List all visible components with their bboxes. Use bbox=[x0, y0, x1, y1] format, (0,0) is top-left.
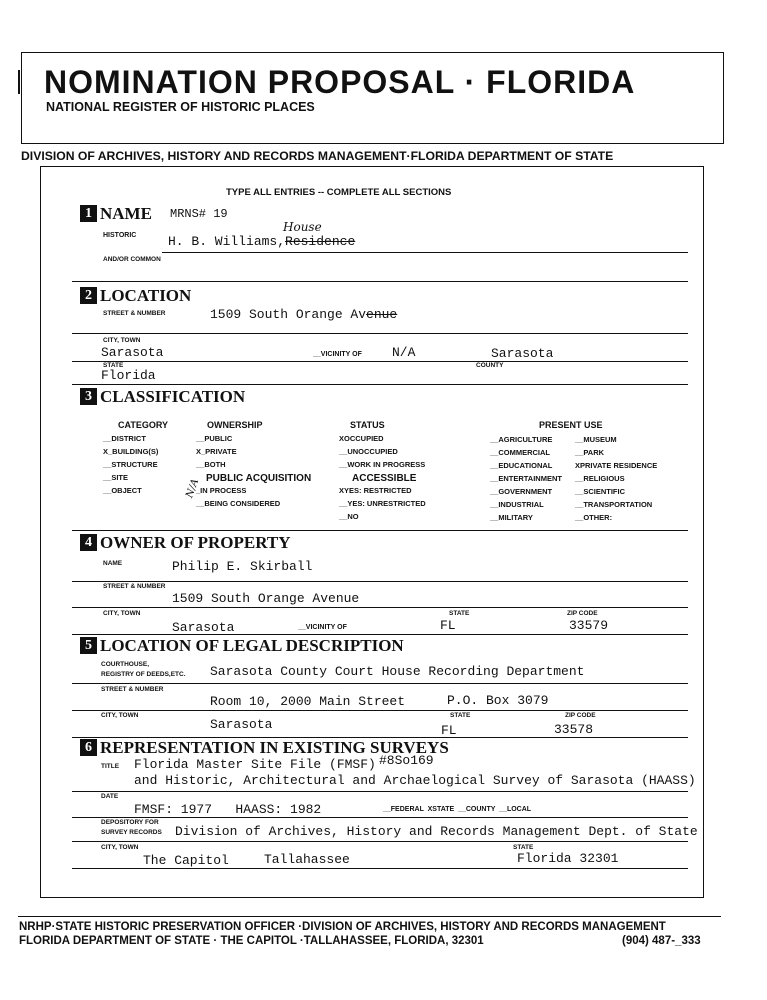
category-structure[interactable]: __STRUCTURE bbox=[103, 460, 158, 469]
present-use-header: PRESENT USE bbox=[539, 420, 603, 430]
owner-city-line bbox=[72, 634, 688, 635]
section-number: 6 bbox=[80, 739, 97, 756]
legal-street-label: STREET & NUMBER bbox=[101, 686, 164, 693]
registry-label: REGISTRY OF DEEDS,ETC. bbox=[101, 671, 186, 678]
category-district[interactable]: __DISTRICT bbox=[103, 434, 146, 443]
courthouse-line bbox=[72, 683, 688, 684]
owner-city-value: Sarasota bbox=[172, 620, 235, 635]
use-entertainment[interactable]: __ENTERTAINMENT bbox=[490, 474, 562, 483]
legal-city-label: CITY, TOWN bbox=[101, 712, 139, 719]
use-industrial[interactable]: __INDUSTRIAL bbox=[490, 500, 544, 509]
section-4-heading bbox=[80, 534, 291, 553]
section-number: 2 bbox=[80, 287, 97, 304]
use-other[interactable]: __OTHER: bbox=[575, 513, 613, 522]
survey-city-value-2: Tallahassee bbox=[264, 852, 350, 867]
accessible-header: ACCESSIBLE bbox=[352, 473, 417, 484]
section-2-heading bbox=[80, 287, 191, 306]
legal-zip-value: 33578 bbox=[554, 722, 594, 737]
survey-city-line bbox=[72, 868, 688, 869]
section-3-heading bbox=[80, 388, 245, 407]
footer-rule bbox=[18, 916, 721, 917]
survey-state-value: Florida 32301 bbox=[517, 851, 619, 866]
acquisition-being-considered[interactable]: __BEING CONSIDERED bbox=[196, 499, 281, 508]
footer-line-2: FLORIDA DEPARTMENT OF STATE · THE CAPITOL ·TALLAHASSEE, FLORIDA, 32301 bbox=[19, 935, 484, 947]
historic-name-struck: Residence bbox=[285, 234, 356, 249]
owner-zip-value: 33579 bbox=[569, 618, 609, 633]
survey-date-label: DATE bbox=[101, 793, 119, 800]
common-label: AND/OR COMMON bbox=[103, 256, 161, 263]
footer-phone: (904) 487-_333 bbox=[622, 935, 701, 947]
city-value: Sarasota bbox=[101, 345, 164, 360]
form-box bbox=[40, 166, 704, 898]
section-number: 4 bbox=[80, 534, 97, 551]
street-field bbox=[210, 307, 397, 322]
footer-line-1: NRHP·STATE HISTORIC PRESERVATION OFFICER ·DIVISION OF ARCHIVES, HISTORY AND RECORDS MANAGEMENT bbox=[19, 921, 666, 933]
owner-state-value: FL bbox=[440, 618, 456, 633]
survey-city-value: The Capitol bbox=[143, 853, 229, 868]
division-line: DIVISION OF ARCHIVES, HISTORY AND RECORDS MANAGEMENT·FLORIDA DEPARTMENT OF STATE bbox=[21, 149, 614, 163]
use-park[interactable]: __PARK bbox=[575, 448, 605, 457]
owner-state-label: STATE bbox=[449, 610, 470, 617]
legal-state-value: FL bbox=[441, 723, 457, 738]
header-rule bbox=[21, 143, 724, 144]
depository-label-2: SURVEY RECORDS bbox=[101, 829, 162, 836]
status-work-in-progress[interactable]: __WORK IN PROGRESS bbox=[339, 460, 426, 469]
legal-zip-label: ZIP CODE bbox=[565, 712, 596, 719]
section-title: LOCATION bbox=[100, 286, 192, 305]
status-unoccupied[interactable]: __UNOCCUPIED bbox=[339, 447, 398, 456]
form-title: NOMINATION PROPOSAL · FLORIDA bbox=[44, 64, 636, 100]
use-military[interactable]: __MILITARY bbox=[490, 513, 533, 522]
survey-date-line bbox=[72, 817, 688, 818]
historic-label: HISTORIC bbox=[103, 232, 137, 239]
owner-street-value: 1509 South Orange Avenue bbox=[172, 591, 360, 606]
ownership-private[interactable]: X_PRIVATE bbox=[196, 447, 237, 456]
use-scientific[interactable]: __SCIENTIFIC bbox=[575, 487, 626, 496]
vicinity-label: __VICINITY OF bbox=[313, 351, 362, 358]
depository-label-1: DEPOSITORY FOR bbox=[101, 819, 159, 826]
street-line bbox=[72, 333, 688, 334]
category-buildings[interactable]: X_BUILDING(S) bbox=[103, 447, 159, 456]
section-number: 5 bbox=[80, 637, 97, 654]
section-number: 3 bbox=[80, 388, 97, 405]
classification-rule bbox=[72, 530, 688, 531]
vicinity-value: N/A bbox=[392, 345, 416, 360]
legal-street-line bbox=[72, 710, 688, 711]
city-line bbox=[72, 361, 688, 362]
status-occupied[interactable]: XOCCUPIED bbox=[339, 434, 384, 443]
survey-levels: __FEDERAL XSTATE __COUNTY __LOCAL bbox=[383, 806, 532, 813]
owner-street-line bbox=[72, 607, 688, 608]
street-value: 1509 South Orange Av bbox=[210, 307, 367, 322]
state-label: STATE bbox=[103, 362, 124, 369]
courthouse-value: Sarasota County Court House Recording Department bbox=[210, 664, 585, 679]
street-struck: enue bbox=[366, 307, 398, 322]
survey-city-label: CITY, TOWN bbox=[101, 844, 139, 851]
historic-name-value: H. B. Williams bbox=[168, 234, 278, 249]
owner-name-label: NAME bbox=[103, 560, 123, 567]
historic-name-field: H. B. Williams,Residence bbox=[168, 234, 356, 249]
acquisition-in-process[interactable]: _IN PROCESS bbox=[196, 486, 247, 495]
section-5-heading bbox=[80, 637, 404, 656]
accessible-unrestricted[interactable]: __YES: UNRESTRICTED bbox=[339, 499, 426, 508]
mrns-number: MRNS# 19 bbox=[170, 207, 228, 221]
owner-name-value: Philip E. Skirball bbox=[172, 559, 313, 574]
section-number: 1 bbox=[80, 205, 97, 222]
city-label: CITY, TOWN bbox=[103, 337, 141, 344]
use-private-residence[interactable]: XPRIVATE RESIDENCE bbox=[575, 461, 658, 470]
survey-date-value: FMSF: 1977 HAASS: 1982 bbox=[134, 802, 322, 817]
use-commercial[interactable]: __COMMERCIAL bbox=[490, 448, 551, 457]
owner-name-line bbox=[72, 581, 688, 582]
survey-title-label: TITLE bbox=[101, 763, 120, 770]
depository-line bbox=[72, 841, 688, 842]
street-label: STREET & NUMBER bbox=[103, 310, 166, 317]
section-title: OWNER OF PROPERTY bbox=[100, 533, 291, 552]
section-1-heading bbox=[80, 205, 152, 224]
accessible-restricted[interactable]: XYES: RESTRICTED bbox=[339, 486, 412, 495]
historic-line bbox=[162, 252, 688, 253]
county-value: Sarasota bbox=[491, 346, 554, 361]
historic-handwritten: House bbox=[283, 220, 322, 234]
use-museum[interactable]: __MUSEUM bbox=[575, 435, 617, 444]
status-header: STATUS bbox=[350, 420, 385, 430]
legal-box-value: P.O. Box 3079 bbox=[447, 693, 549, 708]
courthouse-label: COURTHOUSE, bbox=[101, 661, 150, 668]
use-religious[interactable]: __RELIGIOUS bbox=[575, 474, 625, 483]
state-line bbox=[72, 384, 688, 385]
acquisition-na-mark: N/A bbox=[184, 477, 202, 500]
common-line bbox=[72, 281, 688, 282]
ownership-both[interactable]: __BOTH bbox=[196, 460, 226, 469]
use-agriculture[interactable]: __AGRICULTURE bbox=[490, 435, 553, 444]
category-site[interactable]: __SITE bbox=[103, 473, 129, 482]
category-header: CATEGORY bbox=[118, 420, 169, 430]
survey-state-label: STATE bbox=[513, 844, 534, 851]
left-margin-mark bbox=[18, 70, 20, 94]
survey-title-line1: Florida Master Site File (FMSF) bbox=[134, 757, 376, 772]
use-educational[interactable]: __EDUCATIONAL bbox=[490, 461, 553, 470]
owner-city-label: CITY, TOWN bbox=[103, 610, 141, 617]
section-title: LOCATION OF LEGAL DESCRIPTION bbox=[100, 636, 404, 655]
survey-site-number: #8So169 bbox=[379, 753, 434, 768]
section-title: REPRESENTATION IN EXISTING SURVEYS bbox=[100, 738, 449, 757]
use-transportation[interactable]: __TRANSPORTATION bbox=[575, 500, 653, 509]
category-object[interactable]: __OBJECT bbox=[103, 486, 142, 495]
public-acquisition-header: PUBLIC ACQUISITION bbox=[206, 473, 312, 484]
legal-city-value: Sarasota bbox=[210, 717, 273, 732]
instructions: TYPE ALL ENTRIES -- COMPLETE ALL SECTIONS bbox=[226, 187, 452, 198]
survey-title-line2: and Historic, Architectural and Archaelogical Survey of Sarasota (HAASS) bbox=[134, 773, 696, 788]
survey-title-line bbox=[72, 791, 688, 792]
accessible-no[interactable]: __NO bbox=[339, 512, 359, 521]
legal-state-label: STATE bbox=[450, 712, 471, 719]
ownership-public[interactable]: __PUBLIC bbox=[196, 434, 233, 443]
use-government[interactable]: __GOVERNMENT bbox=[490, 487, 553, 496]
state-value: Florida bbox=[101, 368, 156, 383]
depository-value: Division of Archives, History and Records Management Dept. of State bbox=[175, 824, 698, 839]
section-title: NAME bbox=[100, 204, 152, 223]
owner-street-label: STREET & NUMBER bbox=[103, 583, 166, 590]
legal-street-value: Room 10, 2000 Main Street bbox=[210, 694, 406, 709]
form-subtitle: NATIONAL REGISTER OF HISTORIC PLACES bbox=[46, 100, 315, 114]
section-title: CLASSIFICATION bbox=[100, 387, 246, 406]
ownership-header: OWNERSHIP bbox=[207, 420, 263, 430]
owner-vicinity-label: __VICINITY OF bbox=[298, 624, 347, 631]
owner-zip-label: ZIP CODE bbox=[567, 610, 598, 617]
county-label: COUNTY bbox=[476, 362, 504, 369]
